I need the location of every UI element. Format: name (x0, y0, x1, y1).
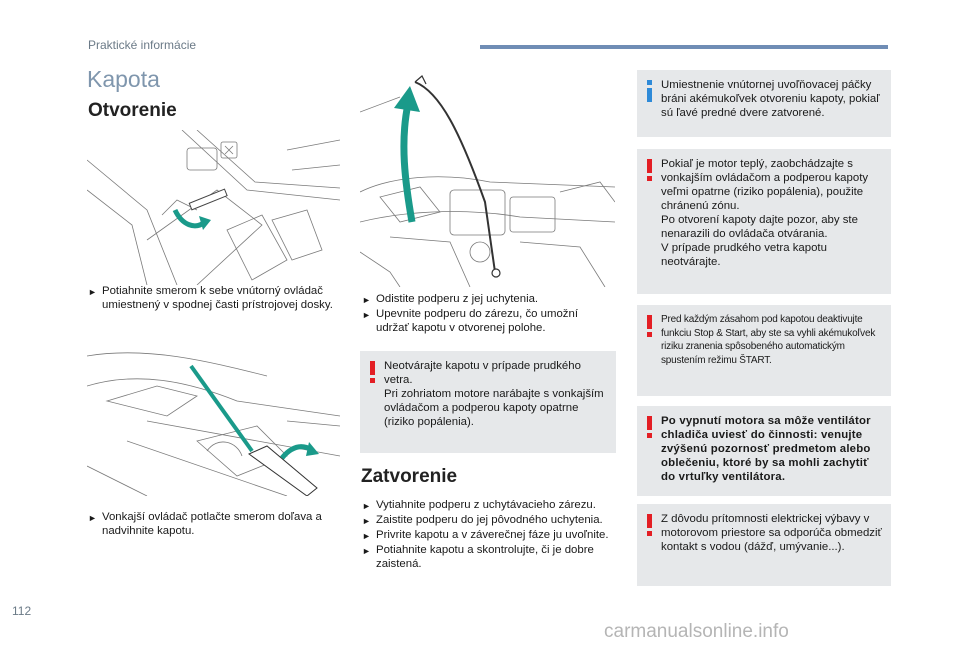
opening-step-3: ► Odistite podperu z jej uchytenia. (362, 293, 539, 305)
header-accent-bar (480, 45, 888, 49)
closing-step: ► Zaistite podperu do jej pôvodného uchytenia. (362, 514, 603, 526)
watermark: carmanualsonline.info (604, 621, 789, 642)
arrow-bullet-icon: ► (88, 513, 97, 523)
opening-step-2: ► Vonkajší ovládač potlačte smerom doľava a nadvihnite kapotu. (88, 511, 322, 537)
warning-icon (647, 159, 652, 181)
arrow-bullet-icon: ► (362, 546, 371, 556)
opening-step-4: ► Upevnite podperu do zárezu, čo umožní udržať kapotu v otvorenej polohe. (362, 308, 578, 334)
page-number: 112 (12, 604, 32, 618)
warning-note-water: Z dôvodu prítomnosti elektrickej výbavy v motorovom priestore sa odporúča obmedziť kontakt s vodou (dážď, umývanie...). (637, 504, 891, 586)
arrow-bullet-icon: ► (362, 501, 371, 511)
warning-note-fan: Po vypnutí motora sa môže ventilátor chladiča uviesť do činnosti: venujte zvýšenú pozornosť predmetom alebo oblečeniu, ktoré by sa mohli zachytiť do vrtuľky ventilátora. (637, 406, 891, 496)
closing-steps (362, 498, 617, 571)
hood-prop-illustration (360, 72, 615, 287)
exterior-lever-illustration (87, 346, 340, 496)
opening-steps-3-4 (362, 292, 612, 335)
opening-title: Otvorenie (88, 100, 177, 121)
warning-icon (370, 361, 375, 383)
section-header: Praktické informácie (88, 38, 197, 52)
closing-step: ► Privrite kapotu a v záverečnej fáze ju uvoľnite. (362, 529, 609, 541)
warning-icon (647, 416, 652, 438)
warning-note-hot-engine: Pokiaľ je motor teplý, zaobchádzajte s vonkajším ovládačom a podperou kapoty veľmi opatrne (riziko popálenia), použite chránenú zónu. Po otvorení kapoty dajte pozor, aby ste nenarazili do ovládača otvárania. V prípade prudkého vetra kapotu neotvárajte. (637, 149, 891, 294)
arrow-bullet-icon: ► (362, 310, 371, 320)
arrow-bullet-icon: ► (362, 295, 371, 305)
opening-warning-note: Neotvárajte kapotu v prípade prudkého vetra. Pri zohriatom motore narábajte s vonkajším ovládačom a podperou kapoty opatrne (riziko popálenia). (360, 351, 616, 453)
arrow-bullet-icon: ► (88, 287, 97, 297)
info-note: Umiestnenie vnútornej uvoľňovacej páčky bráni akémukoľvek otvoreniu kapoty, pokiaľ sú ľavé predné dvere zatvorené. (637, 70, 891, 137)
warning-icon (647, 315, 652, 337)
arrow-bullet-icon: ► (362, 531, 371, 541)
page-title: Kapota (87, 66, 160, 92)
closing-step: ► Potiahnite kapotu a skontrolujte, či je dobre zaistená. (362, 544, 594, 570)
warning-icon (647, 514, 652, 536)
interior-lever-illustration (87, 130, 340, 285)
closing-step: ► Vytiahnite podperu z uchytávacieho zárezu. (362, 499, 596, 511)
warning-note-stop-start: Pred každým zásahom pod kapotou deaktivujte funkciu Stop & Start, aby ste sa vyhli akémukoľvek riziku zranenia spôsobeného automatickým spustením režimu ŠTART. (637, 305, 891, 396)
opening-step-1: ► Potiahnite smerom k sebe vnútorný ovládač umiestnený v spodnej časti prístrojovej dosky. (88, 285, 333, 311)
arrow-bullet-icon: ► (362, 516, 371, 526)
info-icon (647, 80, 652, 102)
closing-title: Zatvorenie (361, 466, 458, 487)
